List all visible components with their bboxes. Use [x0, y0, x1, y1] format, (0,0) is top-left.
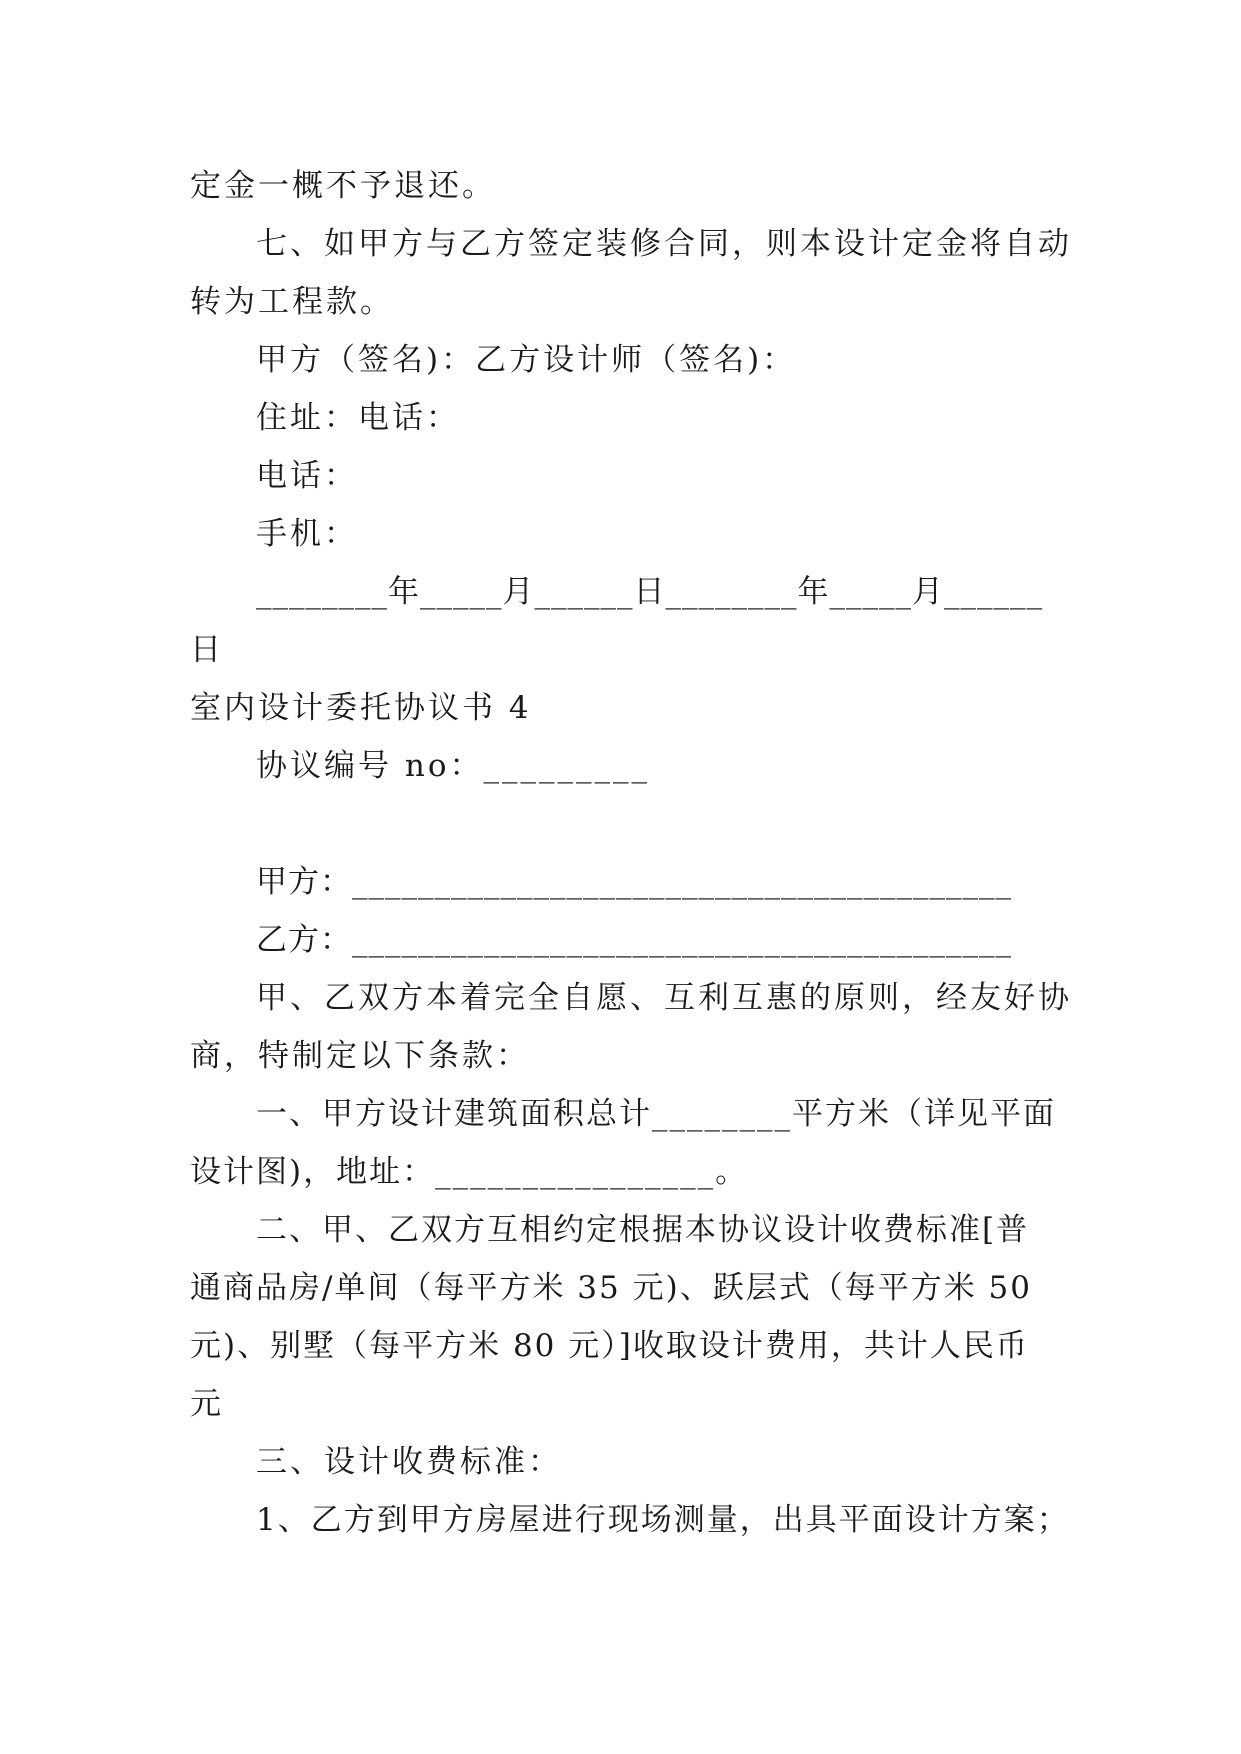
party-a-line: 甲方：________________________________________ — [256, 864, 1012, 900]
text-line-preamble-cont: 商，特制定以下条款： — [190, 1038, 530, 1074]
text-line-item-1: 1、乙方到甲方房屋进行现场测量，出具平面设计方案； — [256, 1502, 1070, 1538]
text-line-preamble: 甲、乙双方本着完全自愿、互利互惠的原则，经友好协 — [256, 980, 1072, 1016]
text-line-deposit: 定金一概不予退还。 — [190, 168, 496, 204]
document-title: 室内设计委托协议书 4 — [190, 690, 532, 726]
signature-line: 甲方（签名)：乙方设计师（签名)： — [256, 342, 797, 378]
text-line-clause-2-cont-3: 元 — [190, 1386, 224, 1422]
text-line-clause-2-cont-1: 通商品房/单间（每平方米 35 元)、跃层式（每平方米 50 — [190, 1270, 1032, 1306]
address-phone-line: 住址：电话： — [256, 400, 460, 436]
party-b-line: 乙方：________________________________________ — [256, 922, 1012, 958]
text-line-clause-7-cont: 转为工程款。 — [190, 284, 394, 320]
mobile-line: 手机： — [256, 516, 358, 552]
date-line-cont: 日 — [190, 632, 224, 668]
text-line-clause-2: 二、甲、乙双方互相约定根据本协议设计收费标准[普 — [256, 1212, 1030, 1248]
phone-line: 电话： — [256, 458, 358, 494]
text-line-clause-2-cont-2: 元)、别墅（每平方米 80 元）]收取设计费用，共计人民币 — [190, 1328, 1029, 1364]
agreement-number: 协议编号 no：_________ — [256, 748, 650, 784]
text-line-clause-3: 三、设计收费标准： — [256, 1444, 562, 1480]
text-line-clause-7: 七、如甲方与乙方签定装修合同，则本设计定金将自动 — [256, 226, 1072, 262]
text-line-clause-1-cont: 设计图)，地址：________________。 — [190, 1154, 749, 1190]
text-line-clause-1: 一、甲方设计建筑面积总计________平方米（详见平面 — [256, 1096, 1056, 1132]
date-line: ________年_____月______日________年_____月______ — [256, 574, 1043, 610]
